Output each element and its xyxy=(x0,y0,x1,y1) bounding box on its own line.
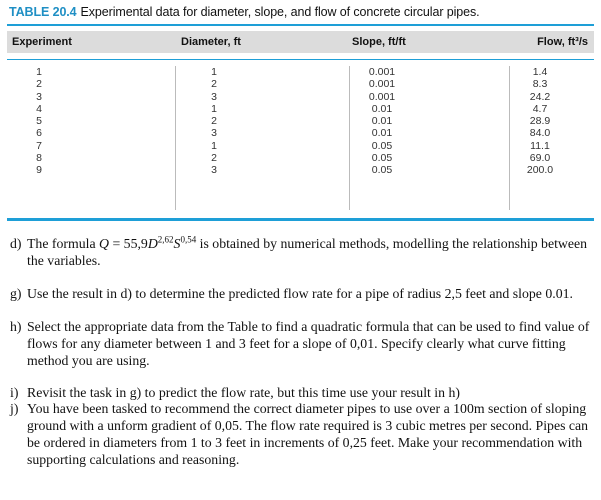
cell-slope: 0.001 xyxy=(368,66,396,78)
table-header-row xyxy=(7,31,594,53)
column-divider xyxy=(349,66,350,210)
cell-flow: 200.0 xyxy=(526,164,554,177)
cell-diameter: 3 xyxy=(211,164,217,177)
table-caption xyxy=(9,5,594,19)
cell-diameter: 1 xyxy=(211,139,217,152)
column-divider xyxy=(509,66,510,210)
question-marker: i) xyxy=(10,385,19,400)
cell-flow: 1.4 xyxy=(532,66,548,78)
question-text: You have been tasked to recommend the correct diameter pipes to use over a 100m section of sloping ground with a unform gradient of 0,05. The flow rate required is 3 cubic metres per second. Pipes can be ordered in diameters from 1 to 3 feet in increments of 0,25 feet. Make your recommendation with supporting calculations and reasoning. xyxy=(27,401,589,467)
cell-slope: 0.001 xyxy=(368,78,396,91)
cell-diameter: 3 xyxy=(211,127,217,140)
cell-flow: 11.1 xyxy=(530,139,550,152)
cell-slope: 0.01 xyxy=(371,115,393,128)
cell-flow: 84.0 xyxy=(529,127,551,140)
column-slope xyxy=(362,66,402,177)
cell-diameter: 2 xyxy=(211,78,217,91)
header-slope: Slope, ft/ft xyxy=(352,36,406,48)
cell-slope: 0.01 xyxy=(371,102,393,115)
question-d xyxy=(10,235,595,269)
cell-slope: 0.001 xyxy=(368,90,396,103)
question-g xyxy=(10,285,595,302)
cell-diameter: 1 xyxy=(211,102,217,115)
cell-slope: 0.05 xyxy=(371,164,393,177)
table-label: TABLE 20.4 xyxy=(9,5,77,19)
column-experiment xyxy=(29,66,49,177)
question-marker: h) xyxy=(10,319,22,334)
cell-flow: 4.7 xyxy=(532,102,548,115)
column-diameter xyxy=(204,66,224,177)
cell-experiment: 7 xyxy=(36,139,42,152)
table-top-rule xyxy=(7,24,594,26)
question-marker: d) xyxy=(10,236,22,251)
question-text: The formula $Q = 55,9D^{2,62}S^{0,54}$ is obtained by numerical methods, modelling the relationship between the variables. xyxy=(27,234,588,268)
cell-experiment: 1 xyxy=(36,66,42,78)
table-caption-text: Experimental data for diameter, slope, and flow of concrete circular pipes. xyxy=(80,5,480,19)
cell-flow: 8.3 xyxy=(532,78,548,91)
cell-experiment: 5 xyxy=(36,115,42,128)
question-text: Revisit the task in g) to predict the flow rate, but this time use your result in h) xyxy=(27,385,460,400)
cell-slope: 0.05 xyxy=(371,139,393,152)
cell-slope: 0.01 xyxy=(371,127,393,140)
cell-diameter: 1 xyxy=(211,66,217,78)
header-experiment: Experiment xyxy=(12,36,72,48)
header-diameter: Diameter, ft xyxy=(181,36,241,48)
cell-experiment: 9 xyxy=(36,164,42,177)
cell-experiment: 8 xyxy=(36,152,42,165)
cell-experiment: 3 xyxy=(36,90,42,103)
question-h xyxy=(10,318,595,369)
question-text: Use the result in d) to determine the predicted flow rate for a pipe of radius 2,5 feet and slope 0.01. xyxy=(27,286,573,301)
cell-experiment: 6 xyxy=(36,127,42,140)
cell-diameter: 3 xyxy=(211,90,217,103)
cell-flow: 69.0 xyxy=(529,152,551,165)
table-bottom-rule xyxy=(7,218,594,221)
cell-slope: 0.05 xyxy=(371,152,393,165)
cell-experiment: 2 xyxy=(36,78,42,91)
table-header-rule xyxy=(7,59,594,60)
column-divider xyxy=(175,66,176,210)
question-i xyxy=(10,384,595,401)
question-marker: g) xyxy=(10,286,22,301)
header-flow: Flow, ft³/s xyxy=(537,36,588,48)
question-marker: j) xyxy=(10,401,19,416)
cell-flow: 24.2 xyxy=(529,90,551,103)
question-j xyxy=(10,400,595,468)
cell-diameter: 2 xyxy=(211,115,217,128)
cell-experiment: 4 xyxy=(36,102,42,115)
question-text: Select the appropriate data from the Table to find a quadratic formula that can be used to find value of flows for any diameter between 1 and 3 feet for a slope of 0,01. Specify clearly what curve fitting method you are using. xyxy=(27,319,590,368)
cell-flow: 28.9 xyxy=(529,115,551,128)
cell-diameter: 2 xyxy=(211,152,217,165)
column-flow xyxy=(520,66,560,177)
